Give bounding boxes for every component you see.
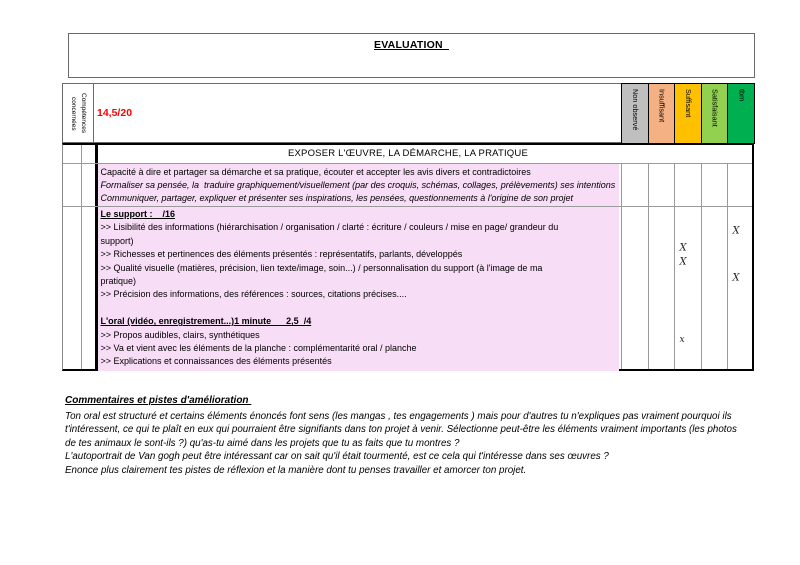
detail-line (98, 302, 619, 315)
detail-line: >> Qualité visuelle (matières, précision, lien texte/image, soin...) / personnalisation du support (à l'image de ma (100, 262, 543, 273)
section-title: EXPOSER L'ŒUVRE, LA DÉMARCHE, LA PRATIQUE (287, 148, 528, 159)
detail-line: >> Lisibilité des informations (hiérarchisation / organisation / clarté : écriture / couleurs / mise en page/ grandeur du (100, 222, 559, 233)
rating-mark-tbm: X (732, 272, 740, 284)
grade-header-label: tbm (737, 89, 747, 102)
criteria-line: Communiquer, partager, expliquer et présenter ses inspirations, les pensées, questionnements à l'origine de son projet (100, 193, 573, 204)
detail-line: >> Va et vient avec les éléments de la planche : complémentarité oral / planche (100, 343, 417, 354)
competences-concernees-label: Compétences concernées (70, 93, 87, 134)
grade-header-label: Suffisant (684, 89, 694, 118)
detail-line: Le support : /16 (100, 209, 176, 219)
detail-cell (98, 207, 619, 371)
grade-header-label: Non observé (630, 89, 640, 131)
comments-heading: Commentaires et pistes d'amélioration (65, 395, 252, 406)
comment-line: Ton oral est structuré et certains éléments énoncés font sens (les mangas , tes engagements ) mais pour d'autres tu n'expliques pas vraiment pourquoi ils (65, 411, 732, 422)
score-cell (97, 84, 617, 142)
grade-header-insuffisant (648, 83, 676, 144)
comments-body (65, 410, 765, 477)
grade-header-suffisant (674, 83, 702, 144)
rating-mark-suffisant: X (679, 256, 687, 268)
criteria-cell (98, 164, 619, 207)
detail-line: pratique) (100, 276, 137, 287)
rubric-table (62, 143, 754, 371)
rating-marks-area (621, 206, 752, 371)
comment-line: Enonce plus clairement tes pistes de réflexion et la manière dont tu penses travailler et amorcer ton projet. (65, 464, 527, 476)
column-divider (81, 145, 82, 369)
criteria-line: Formaliser sa pensée, la traduire graphiquement/visuellement (par des croquis, schémas, collages, prélèvements) ses intentions (100, 179, 616, 190)
detail-line: >> Précision des informations, des références : sources, citations précises.... (100, 289, 407, 300)
detail-line: >> Richesses et pertinences des éléments présentés : représentatifs, parlants, développés (100, 249, 463, 260)
criteria-line: Capacité à dire et partager sa démarche et sa pratique, écouter et accepter les avis divers et contradictoires (100, 166, 531, 177)
grade-header-label: Insuffisant (657, 89, 667, 123)
grade-header-tbm (727, 83, 755, 144)
document-title: EVALUATION (374, 39, 449, 51)
evaluation-header-box (68, 33, 755, 78)
detail-line: >> Propos audibles, clairs, synthétiques (100, 329, 260, 340)
score-band (62, 83, 753, 143)
comment-line: t'intéressent, ce qui te plaît en eux qui pourraient être signifiants dans ton projet à venir. Sélectionne peut-être les éléments vraiment importants (les photos (65, 424, 737, 436)
grade-header-satisfaisant (701, 83, 729, 144)
detail-line: L'oral (vidéo, enregistrement...)1 minute 2,5 /4 (100, 316, 312, 327)
comment-line: L'autoportrait de Van gogh peut être intéressant car on sait qu'il était tourmenté, est ce cela qui t'intéresse dans ses œuvres ? (65, 451, 609, 463)
rating-mark-tbm: X (732, 225, 740, 237)
grade-header-label: Satisfaisant (710, 89, 720, 127)
comments-section (65, 395, 765, 477)
grade-header-non-observé (621, 83, 649, 144)
score-value: 14,5/20 (97, 107, 133, 119)
detail-line: support) (100, 235, 134, 246)
competences-concernees-cell (62, 83, 94, 144)
comment-line: de tes animaux le sont-ils ?) qu'as-tu aimé dans les projets que tu as faits que tu montres ? (65, 437, 460, 449)
rating-mark-suffisant: x (679, 335, 685, 345)
rating-mark-suffisant: X (679, 242, 687, 254)
detail-line: >> Explications et connaissances des éléments présentés (100, 356, 332, 367)
